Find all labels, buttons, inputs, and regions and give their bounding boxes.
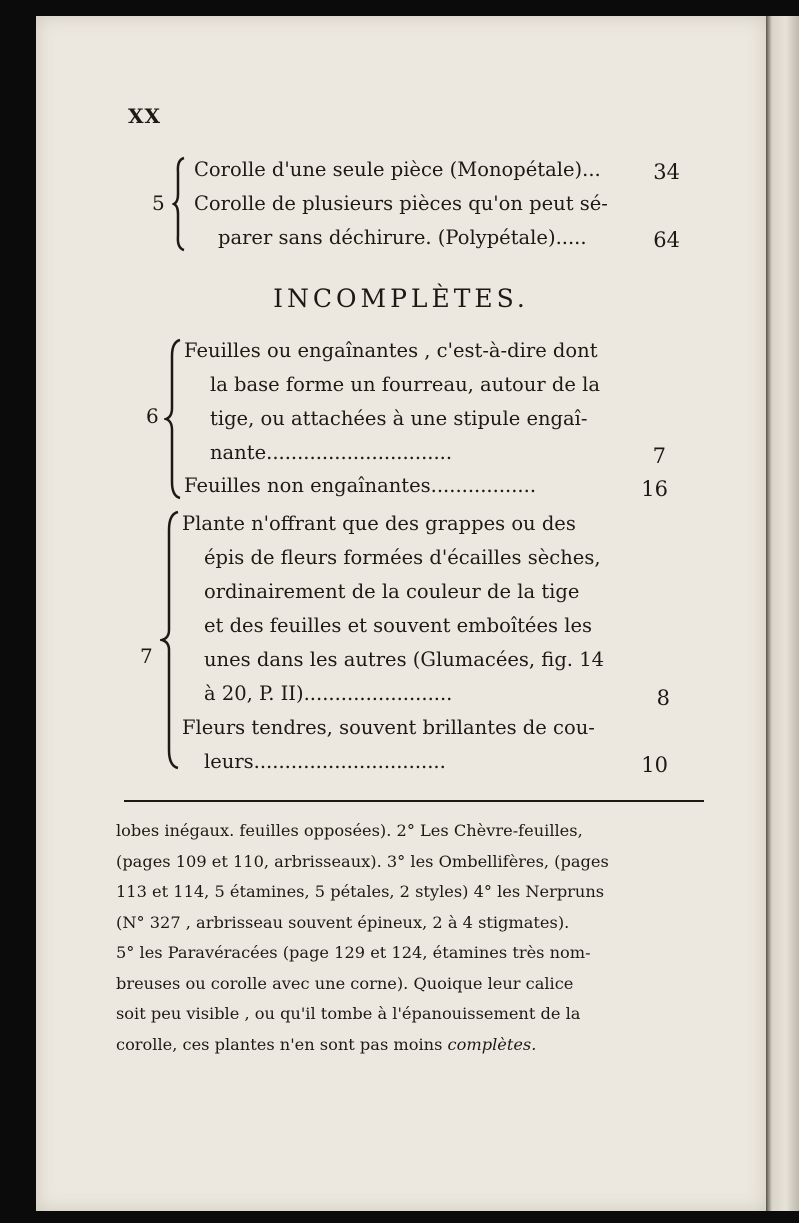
footnote — [116, 816, 691, 1060]
group7-line4: et des feuilles et souvent emboîtées les — [204, 614, 593, 637]
footnote-line: (pages 109 et 110, arbrisseaux). 3° les Ombellifères, (pages — [116, 851, 609, 871]
footnote-rule — [124, 800, 704, 802]
group7-line8-page: 10 — [641, 753, 668, 777]
footnote-last-text: corolle, ces plantes n'en sont pas moins — [116, 1034, 448, 1054]
key-number-6: 6 — [146, 404, 159, 428]
page-number: XX — [128, 104, 162, 128]
footnote-line: 5° les Paravéracées (page 129 et 124, étamines très nom- — [116, 943, 591, 962]
footnote-italic-word: complètes. — [447, 1034, 537, 1054]
group7-line6: à 20, P. II)........................ — [204, 682, 453, 705]
page-edge — [766, 16, 799, 1211]
book-page — [36, 16, 766, 1211]
group6-line3: tige, ou attachées à une stipule engaî- — [210, 407, 588, 430]
group5-line3: parer sans déchirure. (Polypétale)..... — [218, 226, 587, 249]
brace-7 — [160, 510, 180, 770]
group6-line4-page: 7 — [652, 444, 666, 468]
group7-line7: Fleurs tendres, souvent brillantes de cou- — [182, 716, 595, 739]
group6-line5: Feuilles non engaînantes................. — [184, 474, 537, 497]
key-number-7: 7 — [140, 644, 153, 668]
group5-line2: Corolle de plusieurs pièces qu'on peut sé- — [194, 192, 608, 215]
group6-line4: nante.............................. — [210, 441, 453, 464]
footnote-line: 113 et 114, 5 étamines, 5 pétales, 2 styles) 4° les Nerpruns — [116, 882, 605, 901]
group5-line3-page: 64 — [653, 228, 680, 252]
brace-6 — [164, 338, 182, 500]
brace-5 — [172, 156, 186, 252]
footnote-line: soit peu visible , ou qu'il tombe à l'épanouissement de la — [116, 1004, 581, 1023]
group6-line1: Feuilles ou engaînantes , c'est-à-dire dont — [184, 339, 598, 362]
footnote-line: (N° 327 , arbrisseau souvent épineux, 2 à 4 stigmates). — [116, 912, 570, 932]
group7-line3: ordinairement de la couleur de la tige — [204, 580, 580, 603]
group7-line2: épis de fleurs formées d'écailles sèches, — [204, 546, 601, 569]
group7-line6-page: 8 — [656, 686, 670, 710]
footnote-line: breuses ou corolle avec une corne). Quoique leur calice — [116, 973, 574, 993]
section-heading: INCOMPLÈTES. — [273, 284, 529, 313]
group7-line1: Plante n'offrant que des grappes ou des — [182, 512, 576, 535]
footnote-last-line — [116, 1030, 691, 1061]
group7-line8: leurs............................... — [204, 750, 446, 773]
group5-line1-page: 34 — [653, 160, 680, 184]
group5-line1: Corolle d'une seule pièce (Monopétale)... — [194, 158, 601, 181]
footnote-line: lobes inégaux. feuilles opposées). 2° Les Chèvre-feuilles, — [116, 821, 583, 840]
key-number-5: 5 — [152, 191, 165, 215]
group6-line5-page: 16 — [641, 477, 668, 501]
group7-line5: unes dans les autres (Glumacées, fig. 14 — [204, 648, 605, 671]
group6-line2: la base forme un fourreau, autour de la — [210, 373, 600, 396]
